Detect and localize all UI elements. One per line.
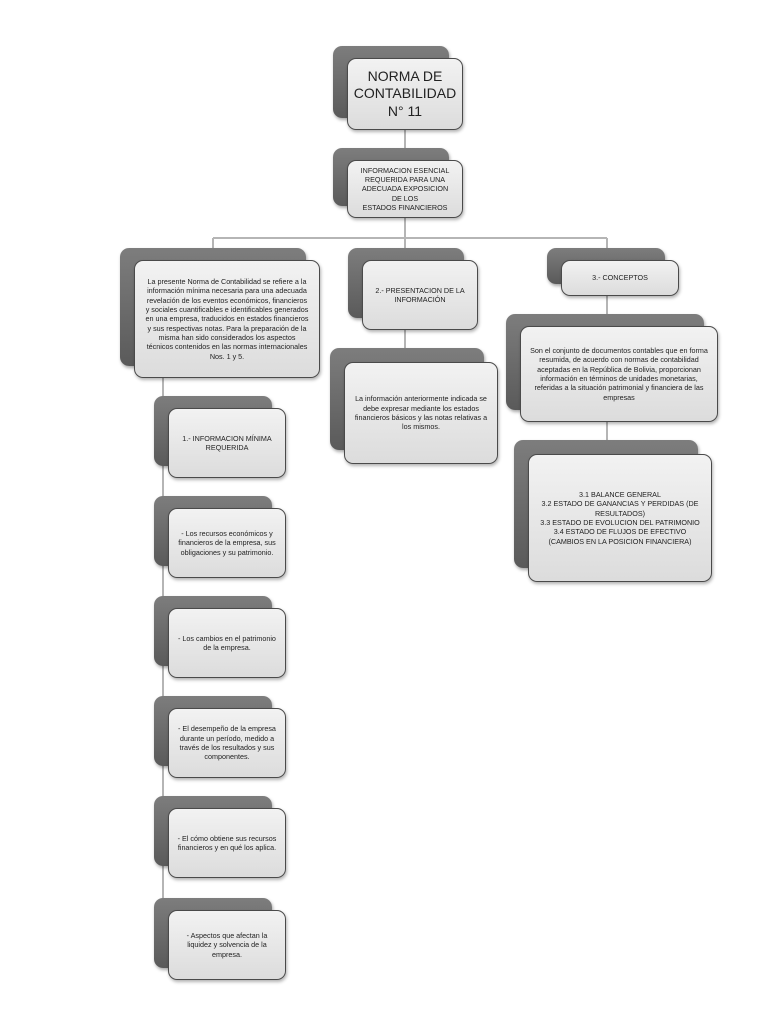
right-list-text: 3.1 BALANCE GENERAL 3.2 ESTADO DE GANANCIAS Y PERDIDAS (DE RESULTADOS) 3.3 ESTADO DE EVOLUCION DEL PATRIMONIO 3.4 ESTADO DE FLUJOS DE EFECTIVO (CAMBIOS EN LA POSICION FINANCIERA) (540, 489, 700, 546)
left-intro-node (120, 248, 320, 378)
left-item-4-node (154, 696, 286, 778)
left-item-3-text: - Los cambios en el patrimonio de la empresa. (178, 633, 276, 652)
left-item-6-text: - Aspectos que afectan la liquidez y solvencia de la empresa. (186, 930, 268, 959)
right-list-node (514, 440, 712, 582)
left-intro-text: La presente Norma de Contabilidad se refiere a la información mínima necesaria para una adecuada revelación de los eventos económicos, financieros y sociales cuantificables e identificables generados en una empresa, traducidos en estados financieros y sus respectivas notas. Para la preparación de la misma han sido considerados los aspectos técnicos contenidos en las normas internacionales Nos. 1 y 5. (145, 276, 309, 361)
left-item-5-node (154, 796, 286, 878)
right-title-text: 3.- CONCEPTOS (592, 273, 648, 283)
left-item-1-node (154, 396, 286, 478)
left-item-1-text: 1.- INFORMACION MÍNIMA REQUERIDA (182, 433, 272, 452)
middle-title-text: 2.- PRESENTACION DE LA INFORMACIÓN (375, 285, 465, 304)
main-node-text: INFORMACION ESENCIAL REQUERIDA PARA UNA ADECUADA EXPOSICION DE LOS ESTADOS FINANCIEROS (360, 165, 450, 213)
right-body-text: Son el conjunto de documentos contables que en forma resumida, de acuerdo con normas de contabilidad aceptadas en la República de Bolivia, proporcionan información en términos de unidades monetarias, referidas a la situación patrimonial y financiera de las empresas (530, 345, 708, 402)
middle-title-node (348, 248, 478, 330)
right-body-node (506, 314, 718, 422)
left-item-6-node (154, 898, 286, 980)
middle-body-node (330, 348, 498, 464)
left-item-4-text: - El desempeño de la empresa durante un período, medido a través de los resultados y sus componentes. (178, 724, 276, 762)
root-node (333, 46, 463, 130)
root-title: NORMA DE CONTABILIDAD N° 11 (353, 67, 457, 119)
left-item-3-node (154, 596, 286, 678)
main-node (333, 148, 463, 218)
middle-body-text: La información anteriormente indicada se debe expresar mediante los estados financieros básicos y las notas relativas a los mismos. (354, 394, 488, 432)
right-title-node (547, 248, 679, 296)
left-item-5-text: - El cómo obtiene sus recursos financieros y en qué los aplica. (177, 833, 277, 852)
left-item-2-text: - Los recursos económicos y financieros de la empresa, sus obligaciones y su patrimonio. (178, 528, 276, 557)
left-item-2-node (154, 496, 286, 578)
